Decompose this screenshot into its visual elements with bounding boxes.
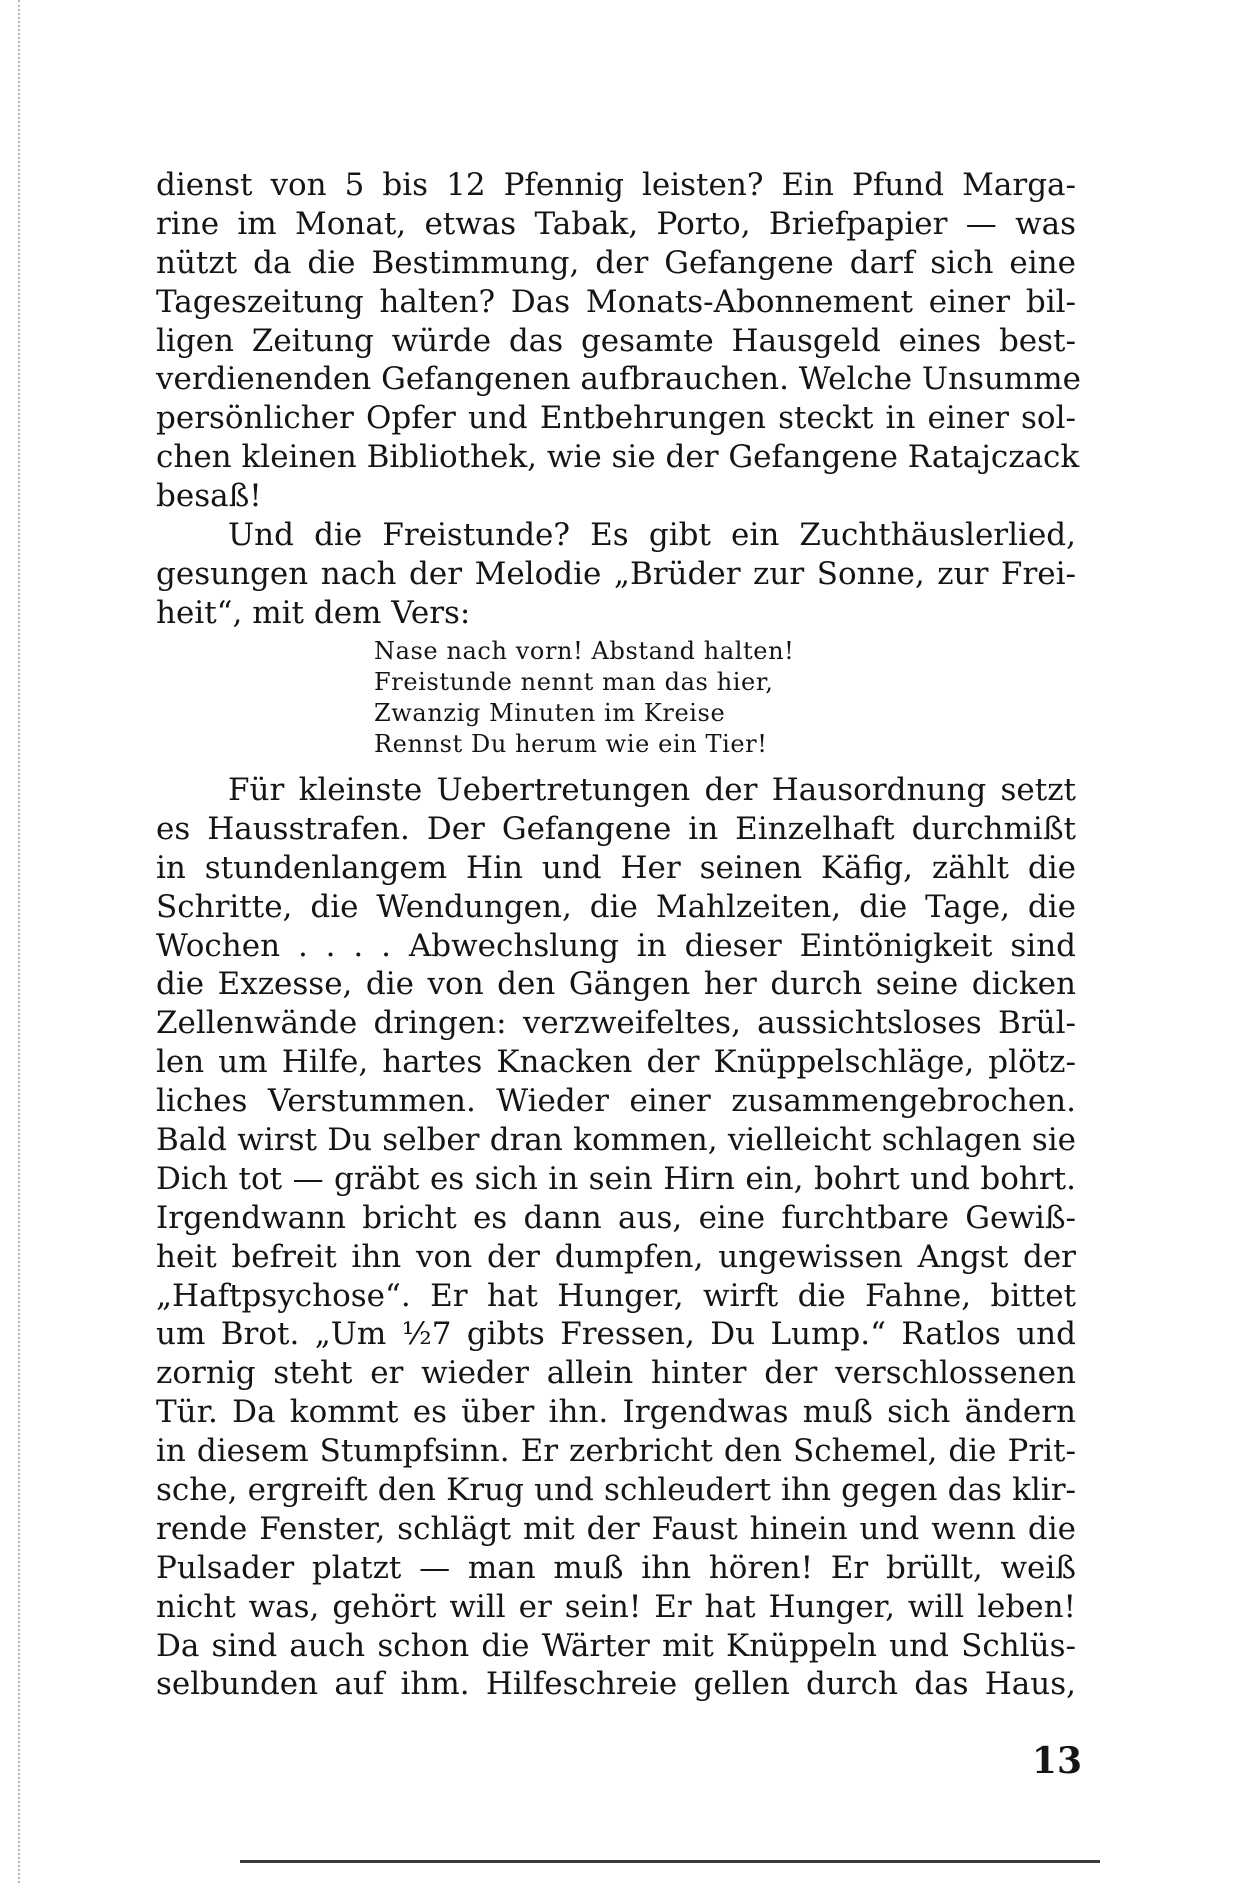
verse-line: Zwanzig Minuten im Kreise [374, 699, 726, 727]
text-line: selbunden auf ihm. Hilfeschreie gellen durch das Haus, [156, 1666, 1076, 1703]
verse-line: Freistunde nennt man das hier, [374, 668, 774, 696]
text-line: Dich tot — gräbt es sich in sein Hirn ein, bohrt und bohrt. [156, 1160, 1076, 1197]
text-line: len um Hilfe, hartes Knacken der Knüppelschläge, plötz- [156, 1044, 1076, 1081]
text-line: heit befreit ihn von der dumpfen, ungewissen Angst der [156, 1238, 1076, 1275]
text-line: Und die Freistunde? Es gibt ein Zuchthäuslerlied, [228, 517, 1076, 554]
text-line: verdienenden Gefangenen aufbrauchen. Welche Unsumme [156, 361, 1082, 398]
page-number: 13 [1031, 1740, 1082, 1782]
text-line: Da sind auch schon die Wärter mit Knüppeln und Schlüs- [156, 1627, 1076, 1664]
text-line: die Exzesse, die von den Gängen her durch seine dicken [156, 966, 1076, 1003]
text-line: liches Verstummen. Wieder einer zusammengebrochen. [156, 1083, 1076, 1120]
text-line: Tür. Da kommt es über ihn. Irgendwas muß sich ändern [156, 1394, 1076, 1431]
body-text-bottom [156, 771, 1076, 1704]
text-line: sche, ergreift den Krug und schleudert ihn gegen das klir- [156, 1472, 1076, 1509]
text-line: dienst von 5 bis 12 Pfennig leisten? Ein Pfund Marga- [156, 167, 1076, 203]
text-line: in diesem Stumpfsinn. Er zerbricht den Schemel, die Prit- [156, 1433, 1076, 1470]
text-line: rine im Monat, etwas Tabak, Porto, Briefpapier — was [156, 205, 1076, 242]
text-line: in stundenlangem Hin und Her seinen Käfig, zählt die [156, 849, 1076, 886]
text-line: nicht was, gehört will er sein! Er hat Hunger, will leben! [156, 1588, 1076, 1625]
text-line: Für kleinste Uebertretungen der Hausordnung setzt [228, 772, 1076, 808]
body-text-top [156, 166, 1082, 633]
text-line: Schritte, die Wendungen, die Mahlzeiten, die Tage, die [156, 888, 1076, 925]
text-line: heit“, mit dem Vers: [156, 594, 471, 631]
bottom-rule [240, 1860, 1100, 1863]
text-line: um Brot. „Um ½7 gibts Fressen, Du Lump.“ Ratlos und [156, 1316, 1076, 1353]
text-line: chen kleinen Bibliothek, wie sie der Gefangene Ratajczack [156, 439, 1080, 476]
text-line: Pulsader platzt — man muß ihn hören! Er brüllt, weiß [156, 1549, 1076, 1586]
text-line: besaß! [156, 478, 262, 515]
text-line: es Hausstrafen. Der Gefangene in Einzelhaft durchmißt [156, 810, 1076, 847]
text-line: nützt da die Bestimmung, der Gefangene darf sich eine [156, 244, 1076, 281]
text-line: persönlicher Opfer und Entbehrungen steckt in einer sol- [156, 400, 1076, 437]
verse-line: Nase nach vorn! Abstand halten! [374, 637, 795, 665]
text-line: gesungen nach der Melodie „Brüder zur Sonne, zur Frei- [156, 555, 1076, 592]
text-line: ligen Zeitung würde das gesamte Hausgeld eines best- [156, 322, 1076, 359]
text-line: rende Fenster, schlägt mit der Faust hinein und wenn die [156, 1510, 1076, 1547]
text-line: Zellenwände dringen: verzweifeltes, aussichtsloses Brül- [156, 1005, 1076, 1042]
text-line: Wochen . . . . Abwechslung in dieser Eintönigkeit sind [156, 927, 1076, 964]
text-line: zornig steht er wieder allein hinter der verschlossenen [156, 1355, 1076, 1392]
text-line: „Haftpsychose“. Er hat Hunger, wirft die Fahne, bittet [156, 1277, 1076, 1314]
verse-line: Rennst Du herum wie ein Tier! [374, 730, 768, 758]
verse-block [374, 636, 874, 760]
text-line: Bald wirst Du selber dran kommen, vielleicht schlagen sie [156, 1122, 1076, 1159]
text-line: Tageszeitung halten? Das Monats-Abonnement einer bil- [156, 283, 1076, 320]
text-line: Irgendwann bricht es dann aus, eine furchtbare Gewiß- [156, 1199, 1076, 1236]
scan-gutter-edge [18, 0, 30, 1883]
